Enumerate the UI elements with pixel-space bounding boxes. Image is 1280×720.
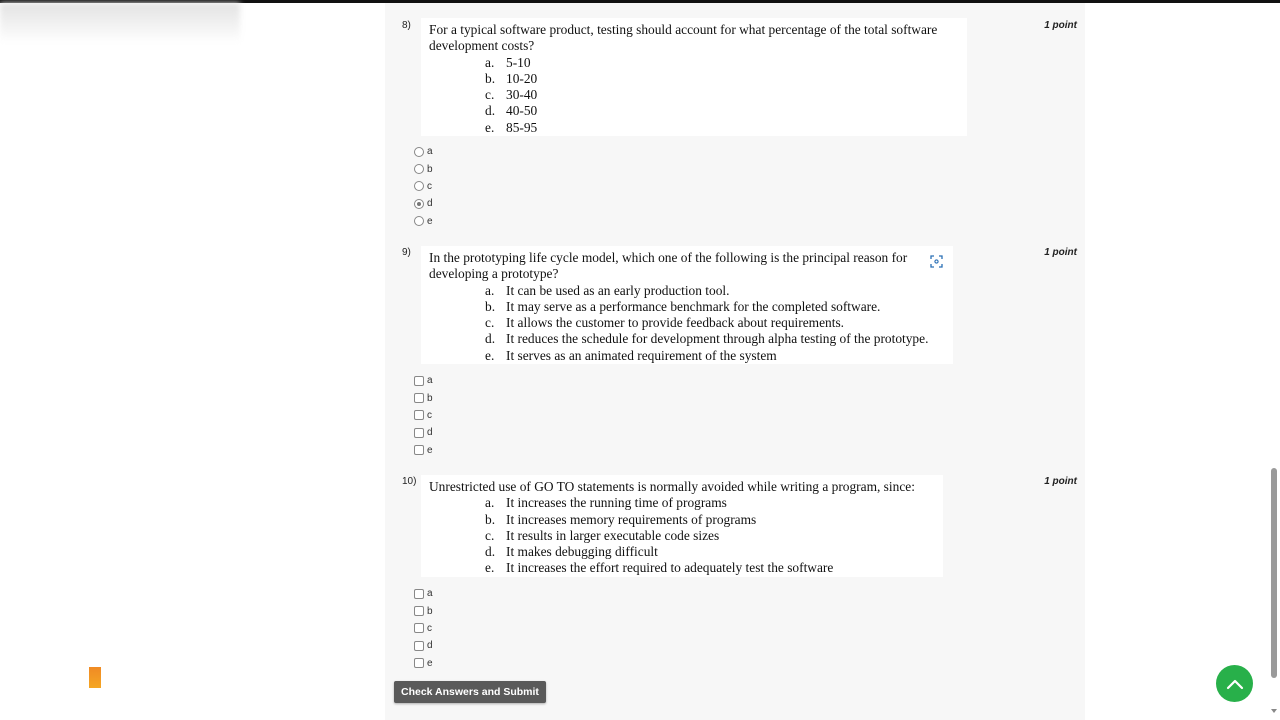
answer-option-d[interactable]: d (414, 195, 433, 212)
question-option: a. It can be used as an early production tool. (485, 282, 730, 298)
question-option: d. It reduces the schedule for development through alpha testing of the prototype. (485, 331, 929, 347)
question-option: e. It increases the effort required to adequately test the software (485, 560, 834, 576)
answer-option-d[interactable]: d (414, 424, 433, 441)
checkbox[interactable] (414, 428, 424, 438)
checkbox[interactable] (414, 410, 424, 420)
radio-button-selected[interactable] (414, 199, 424, 209)
back-to-top-button[interactable] (1216, 665, 1253, 702)
question-points: 1 point (1044, 247, 1077, 258)
answer-option-b[interactable]: b (414, 602, 433, 619)
question-option: a. 5-10 (485, 54, 531, 70)
question-option: a. It increases the running time of programs (485, 495, 727, 511)
answer-group (414, 585, 433, 672)
checkbox[interactable] (414, 658, 424, 668)
question-image (421, 475, 943, 577)
answer-option-a[interactable]: a (414, 143, 433, 160)
question-text-line: For a typical software product, testing should account for what percentage of the total software (429, 22, 938, 37)
visual-search-icon[interactable] (930, 255, 943, 268)
answer-option-e[interactable]: e (414, 442, 433, 459)
check-answers-submit-button[interactable]: Check Answers and Submit (394, 681, 546, 703)
question-number: 10) (402, 476, 417, 487)
answer-option-e[interactable]: e (414, 655, 433, 672)
answer-option-c[interactable]: c (414, 620, 433, 637)
checkbox[interactable] (414, 641, 424, 651)
radio-button[interactable] (414, 216, 424, 226)
question-option: e. 85-95 (485, 119, 538, 135)
question-text-line: Unrestricted use of GO TO statements is normally avoided while writing a program, since: (429, 479, 915, 494)
checkbox[interactable] (414, 623, 424, 633)
answer-option-e[interactable]: e (414, 213, 433, 230)
answer-option-a[interactable]: a (414, 585, 433, 602)
radio-button[interactable] (414, 164, 424, 174)
answer-option-a[interactable]: a (414, 372, 433, 389)
blurred-header-region (0, 3, 240, 43)
question-option: e. It serves as an animated requirement of the system (485, 347, 777, 363)
checkbox[interactable] (414, 589, 424, 599)
question-image (421, 18, 967, 136)
scroll-down-arrow-icon[interactable] (1271, 709, 1277, 713)
quiz-panel (385, 3, 1085, 720)
question-number: 9) (402, 247, 411, 258)
question-text-line: developing a prototype? (429, 266, 559, 282)
vertical-scrollbar[interactable] (1268, 3, 1280, 720)
question-number: 8) (402, 20, 411, 31)
answer-option-c[interactable]: c (414, 178, 433, 195)
question-option: b. 10-20 (485, 70, 538, 86)
question-points: 1 point (1044, 476, 1077, 487)
checkbox[interactable] (414, 393, 424, 403)
question-option: b. It increases memory requirements of programs (485, 511, 757, 527)
answer-option-b[interactable]: b (414, 389, 433, 406)
answer-option-c[interactable]: c (414, 407, 433, 424)
question-option: c. It allows the customer to provide feedback about requirements. (485, 315, 845, 331)
answer-option-b[interactable]: b (414, 160, 433, 177)
orange-marker (89, 667, 101, 688)
question-text-line: In the prototyping life cycle model, which one of the following is the principal reason for (429, 250, 908, 265)
answer-option-d[interactable]: d (414, 637, 433, 654)
question-image (421, 246, 953, 364)
checkbox[interactable] (414, 445, 424, 455)
question-option: d. It makes debugging difficult (485, 544, 658, 560)
question-points: 1 point (1044, 20, 1077, 31)
question-text-line: development costs? (429, 38, 535, 54)
checkbox[interactable] (414, 606, 424, 616)
radio-button[interactable] (414, 181, 424, 191)
checkbox[interactable] (414, 376, 424, 386)
question-option: c. 30-40 (485, 87, 538, 103)
radio-button[interactable] (414, 147, 424, 157)
chevron-up-icon (1226, 678, 1244, 690)
question-option: d. 40-50 (485, 103, 538, 119)
answer-group (414, 372, 433, 459)
question-option: c. It results in larger executable code sizes (485, 527, 720, 543)
scrollbar-thumb[interactable] (1271, 468, 1277, 678)
answer-group (414, 143, 433, 230)
question-option: b. It may serve as a performance benchmark for the completed software. (485, 298, 881, 314)
